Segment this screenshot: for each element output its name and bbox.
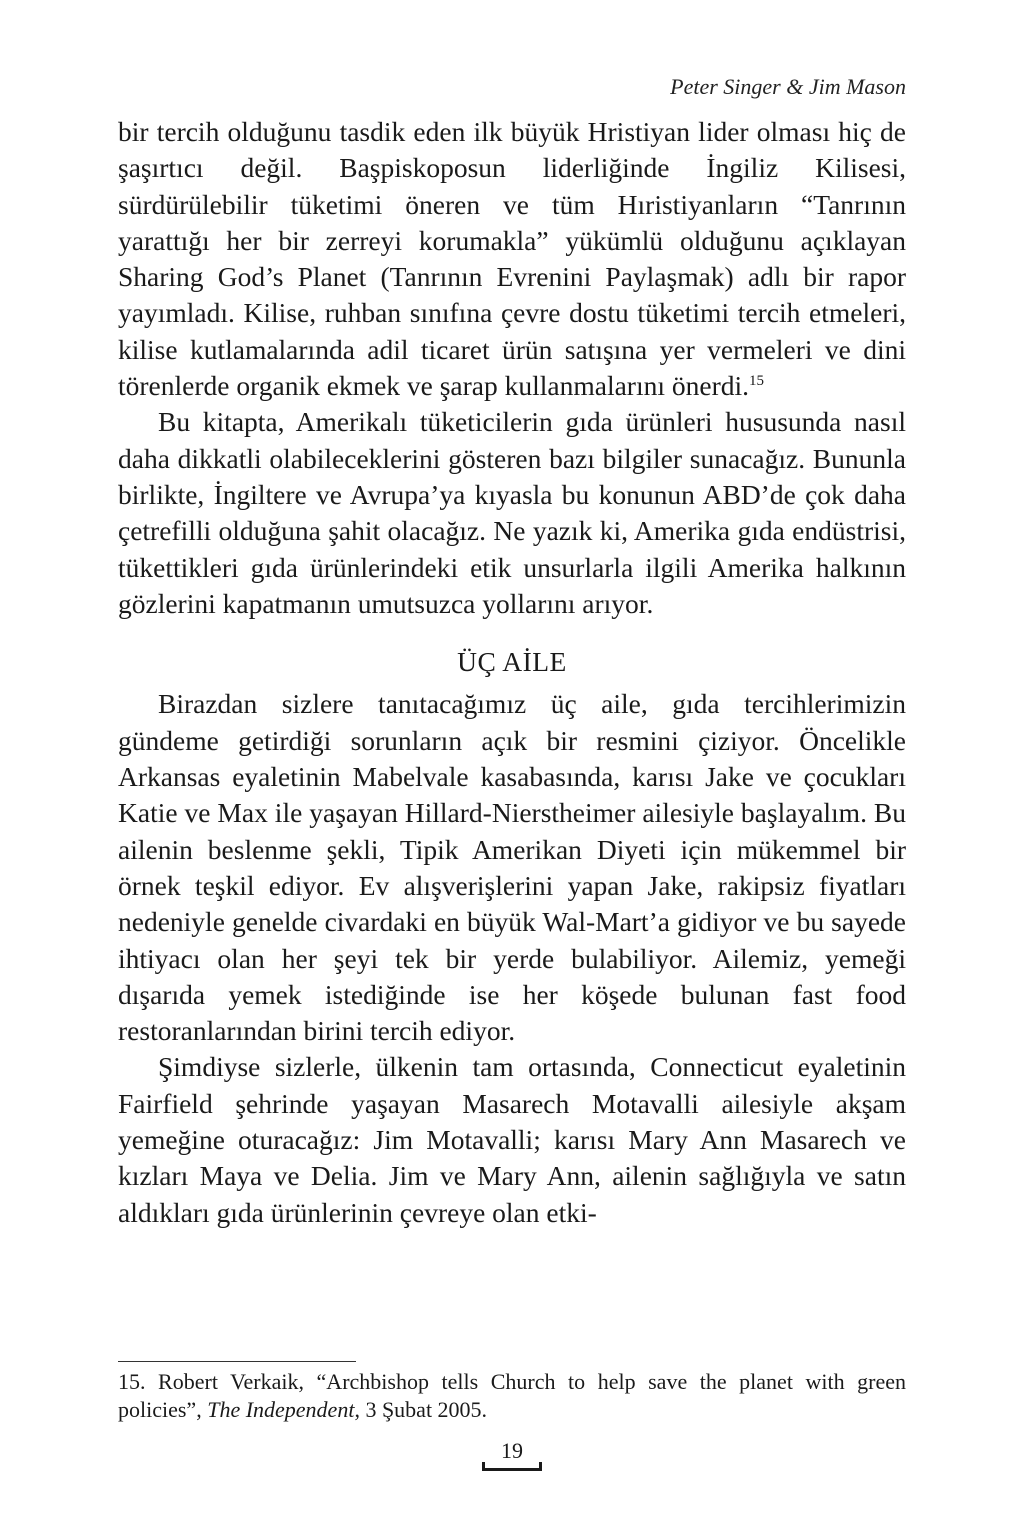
paragraph-1: [118, 114, 906, 404]
footnote: [118, 1368, 906, 1424]
footnote-divider: [118, 1361, 356, 1362]
paragraph-3: Birazdan sizlere tanıtacağımız üç aile, gıda tercihlerimizin gündeme getirdiği sorunların açık bir resmini çiziyor. Öncelikle Arkansas eyaletinin Mabelvale kasabasında, karısı Jake ve çocukları Katie ve Max ile yaşayan Hillard-Nierstheimer ailesiyle başlayalım. Bu ailenin beslenme şekli, Tipik Amerikan Diyeti için mükemmel bir örnek teşkil ediyor. Ev alışverişlerini yapan Jake, rakipsiz fiyatları nedeniyle genelde civardaki en büyük Wal-Mart’a gidiyor ve bu sayede ihtiyacı olan her şeyi tek bir yerde bulabiliyor. Ailemiz, yemeği dışarıda yemek istediğinde ise her köşede bulunan fast food restoranlarından birini tercih ediyor.: [118, 688, 906, 1047]
paragraph-1-text: bir tercih olduğunu tasdik eden ilk büyük Hristiyan lider olması hiç de şaşırtıcı değil. Başpiskoposun liderliğinde İngiliz Kilisesi, sürdürülebilir tüketimi öneren ve tüm Hıristiyanların “Tanrının yarattığı her bir zerreyi korumakla” yükümlü olduğunu açıklayan Sharing God’s Planet (Tanrının Evrenini Paylaşmak) adlı bir rapor yayımladı. Kilise, ruhban sınıfına çevre dostu tüketimi tercih etmeleri, kilise kutlamalarında adil ticaret ürün satışına yer vermeleri ve dini törenlerde organik ekmek ve şarap kullanmalarını önerdi.: [118, 116, 906, 402]
section-heading: ÜÇ AİLE: [457, 646, 567, 678]
footnote-publication: The Independent: [207, 1397, 355, 1422]
folio-ornament-right: [539, 1462, 542, 1471]
running-head: Peter Singer & Jim Mason: [670, 74, 906, 99]
footnote-date: , 3 Şubat 2005.: [354, 1397, 488, 1422]
footnote-citation: 15. Robert Verkaik, “Archbishop tells Church to help save the planet with green policies”,: [118, 1369, 906, 1422]
body-text: [118, 114, 906, 1231]
folio-ornament-bar: [482, 1468, 542, 1471]
page-number-block: [482, 1438, 542, 1472]
paragraph-4: Şimdiyse sizlerle, ülkenin tam ortasında, Connecticut eyaletinin Fairfield şehrinde yaşayan Masarech Motavalli ailesiyle akşam yemeğine oturacağız: Jim Motavalli; karısı Mary Ann Masarech ve kızları Maya ve Delia. Jim ve Mary Ann, ailenin sağlığıyla ve satın aldıkları gıda ürünlerinin çevreye olan etki-: [118, 1051, 906, 1228]
paragraph-2: Bu kitapta, Amerikalı tüketicilerin gıda ürünleri hususunda nasıl daha dikkatli olabileceklerini gösteren bazı bilgiler sunacağız. Bununla birlikte, İngiltere ve Avrupa’ya kıyasla bu konunun ABD’de çok daha çetrefilli olduğuna şahit olacağız. Ne yazık ki, Amerika gıda endüstrisi, tükettikleri gıda ürünlerindeki etik unsurlarla ilgili Amerika halkının gözlerini kapatmanın umutsuzca yollarını arıyor.: [118, 406, 906, 619]
page-number: 19: [501, 1438, 523, 1463]
footnote-reference[interactable]: 15: [749, 372, 764, 389]
